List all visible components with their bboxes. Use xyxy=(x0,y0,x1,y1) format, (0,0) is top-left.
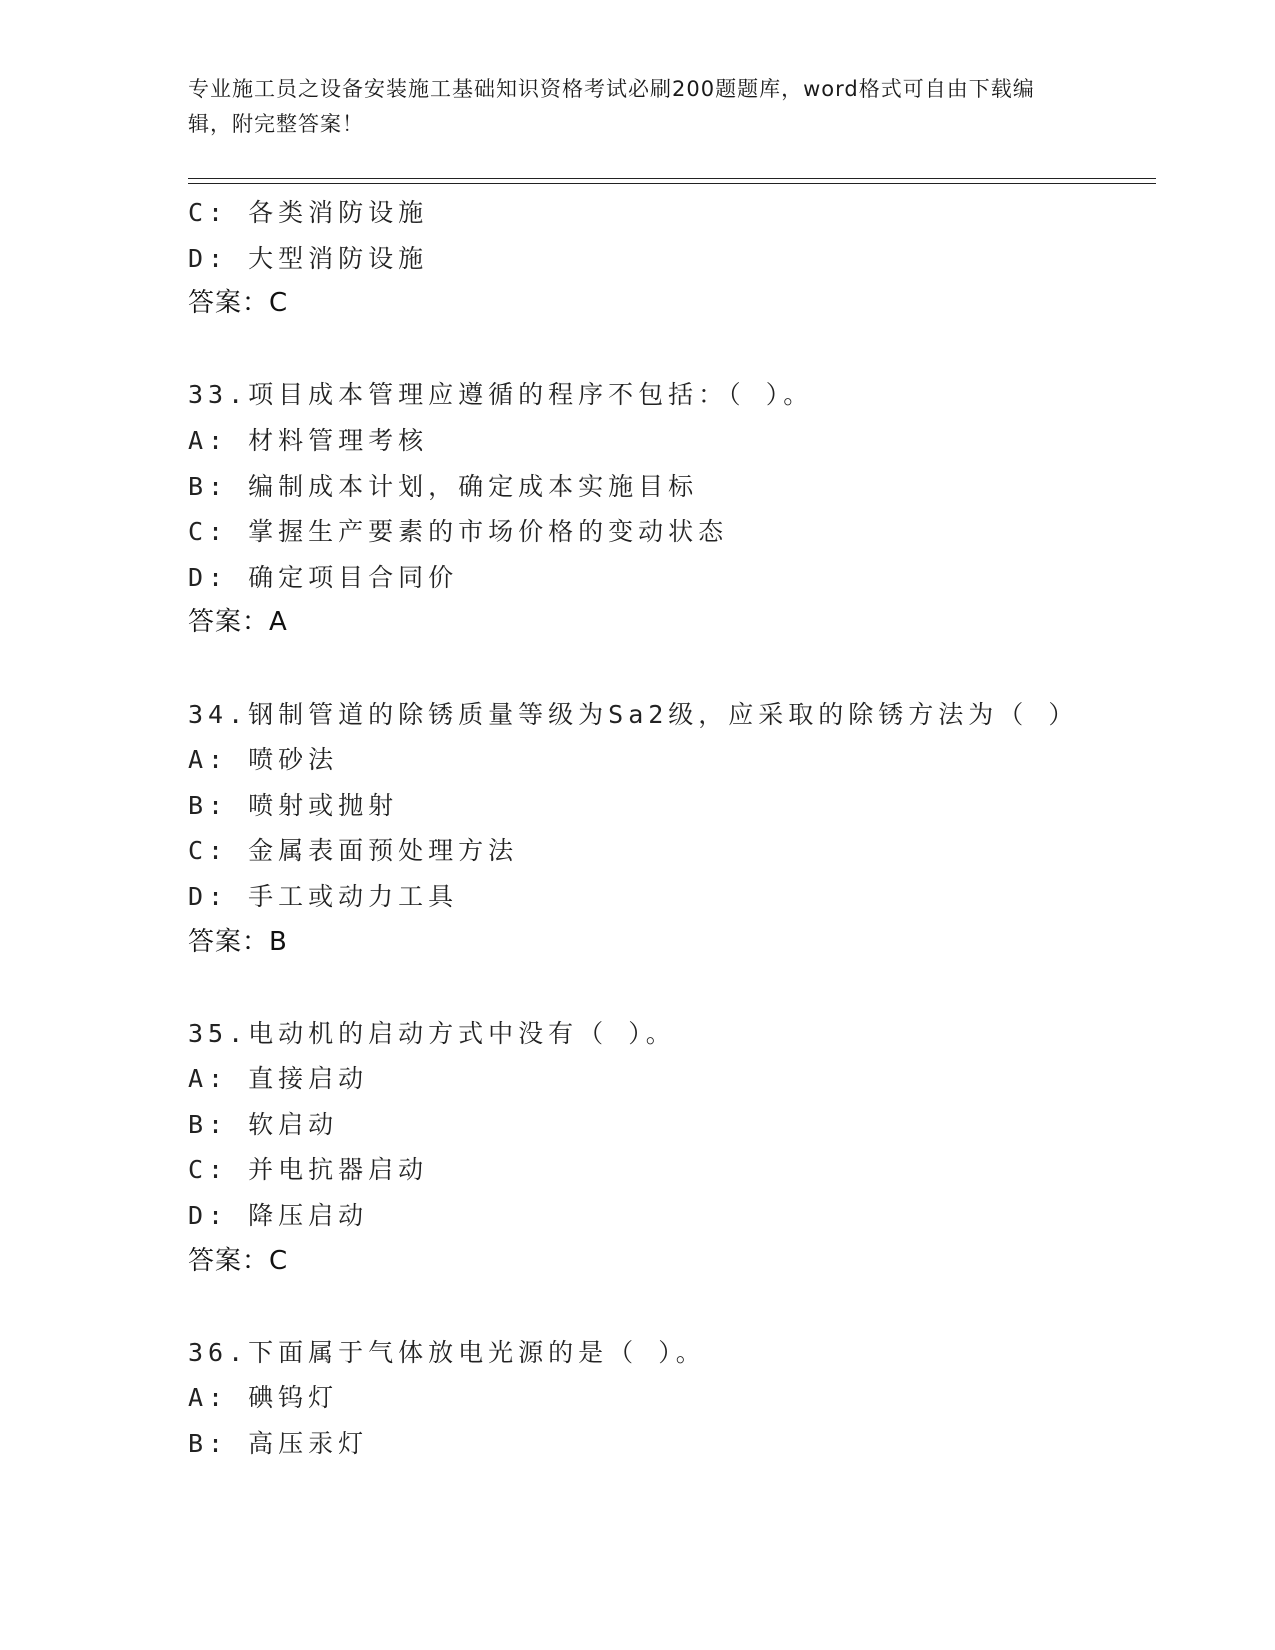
answer-label: 答案：C xyxy=(188,1245,289,1276)
question-35: 35.电动机的启动方式中没有（ ）。 xyxy=(188,1018,676,1048)
header-divider-top xyxy=(188,178,1156,179)
spacer xyxy=(188,1284,1148,1330)
document-body xyxy=(188,190,1148,1467)
option-a: A: 喷砂法 xyxy=(188,745,339,775)
option-c: C: 掌握生产要素的市场价格的变动状态 xyxy=(188,517,729,547)
option-b: B: 高压汞灯 xyxy=(188,1429,369,1459)
option-c: C: 并电抗器启动 xyxy=(188,1155,429,1185)
option-c: C: 金属表面预处理方法 xyxy=(188,836,519,866)
option-b: B: 软启动 xyxy=(188,1109,339,1139)
document-header: 专业施工员之设备安装施工基础知识资格考试必刷200题题库，word格式可自由下载编辑，附完整答案！ xyxy=(188,77,1035,136)
option-d: D: 手工或动力工具 xyxy=(188,881,459,911)
option-a: A: 直接启动 xyxy=(188,1064,369,1094)
option-b: B: 编制成本计划，确定成本实施目标 xyxy=(188,471,699,501)
spacer xyxy=(188,646,1148,692)
spacer xyxy=(188,965,1148,1011)
option-c: C: 各类消防设施 xyxy=(188,198,429,227)
spacer xyxy=(188,327,1148,373)
question-34: 34.钢制管道的除锈质量等级为Sa2级，应采取的除锈方法为（ ） xyxy=(188,699,1079,729)
answer-label: 答案：B xyxy=(188,926,288,957)
question-36: 36.下面属于气体放电光源的是（ ）。 xyxy=(188,1337,706,1367)
option-a: A: 材料管理考核 xyxy=(188,425,429,455)
option-b: B: 喷射或抛射 xyxy=(188,790,399,820)
answer-label: 答案：A xyxy=(188,607,288,638)
option-d: D: 确定项目合同价 xyxy=(188,562,459,592)
answer-label: 答案：C xyxy=(188,288,289,319)
question-33: 33.项目成本管理应遵循的程序不包括：（ ）。 xyxy=(188,380,814,410)
option-d: D: 降压启动 xyxy=(188,1201,369,1231)
option-d: D: 大型消防设施 xyxy=(188,243,429,273)
header-divider-bottom xyxy=(188,183,1156,184)
option-a: A: 碘钨灯 xyxy=(188,1383,339,1413)
